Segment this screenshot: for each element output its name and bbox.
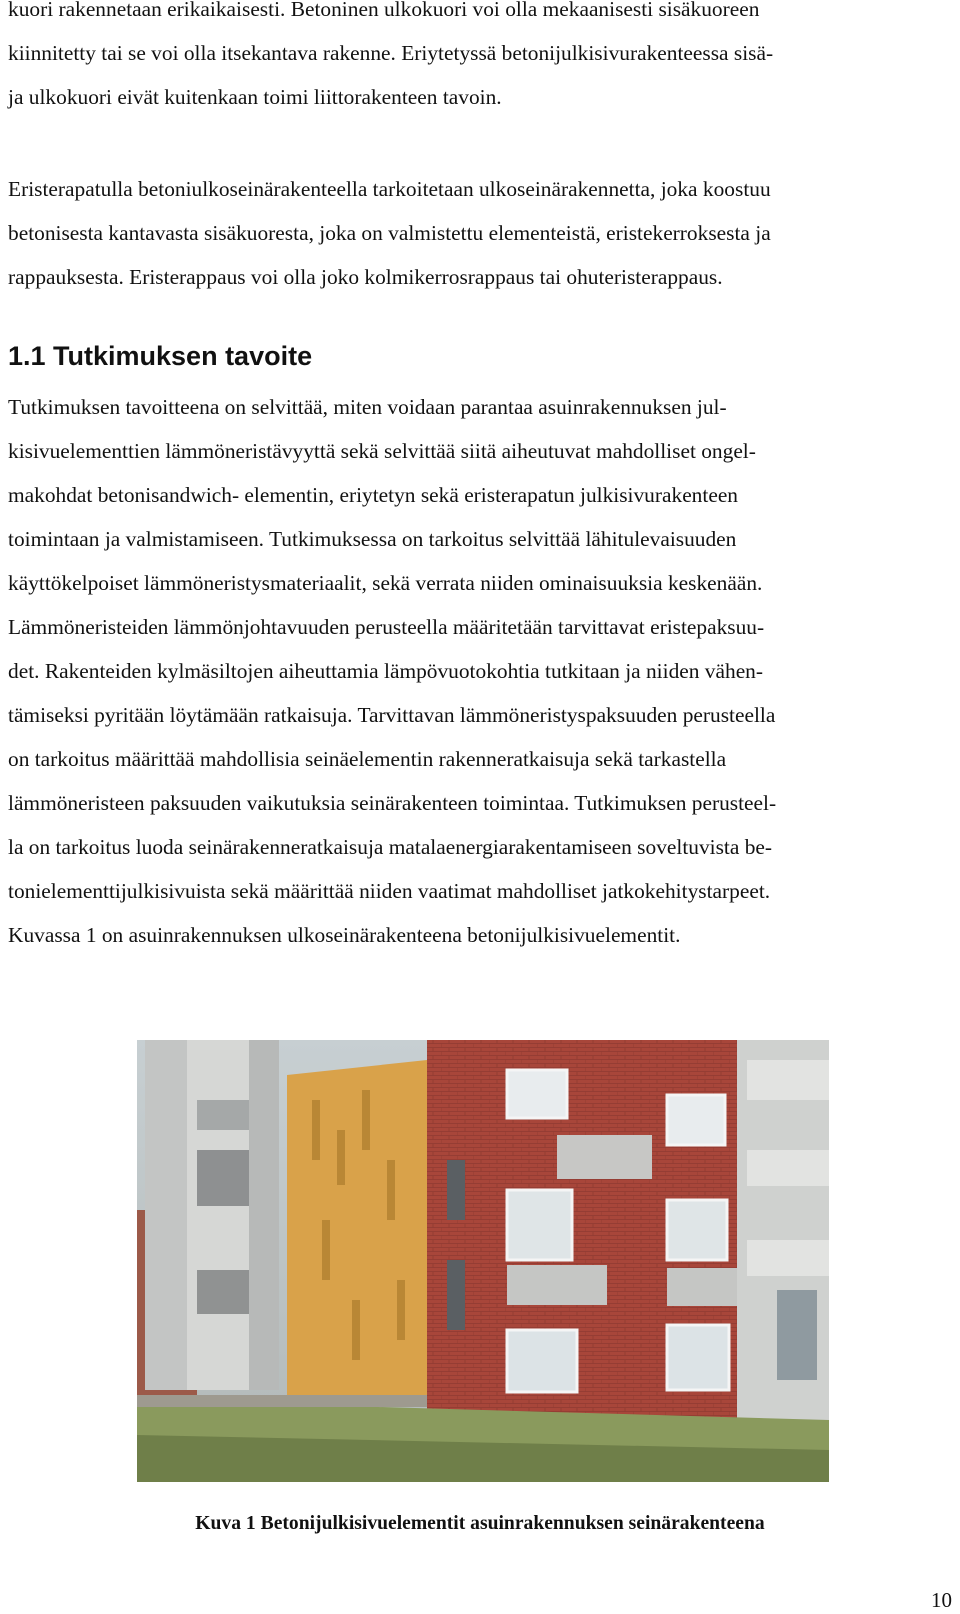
figure-caption: Kuva 1 Betonijulkisivuelementit asuinrakennuksen seinärakenteena xyxy=(195,1513,765,1534)
paragraph-3-line-7: det. Rakenteiden kylmäsiltojen aiheuttamia lämpövuotokohtia tutkitaan ja niiden vähen- xyxy=(8,659,764,683)
paragraph-3-line-2: kisivuelementtien lämmöneristävyyttä sekä selvittää siitä aiheutuvat mahdolliset ongel- xyxy=(8,439,756,463)
page-number: 10 xyxy=(931,1588,952,1612)
paragraph-3-line-9: on tarkoitus määrittää mahdollisia seinäelementin rakenneratkaisuja sekä tarkastella xyxy=(8,747,727,771)
paragraph-3-line-11: la on tarkoitus luoda seinärakenneratkaisuja matalaenergiarakentamiseen soveltuvista be- xyxy=(8,835,773,859)
paragraph-2-line-2: betonisesta kantavasta sisäkuoresta, joka on valmistettu elementeistä, eristekerroksesta ja xyxy=(8,221,771,245)
paragraph-3-line-12: tonielementtijulkisivuista sekä määrittää niiden vaatimat mahdolliset jatkokehitystarpeet. xyxy=(8,879,771,903)
paragraph-2-line-1: Eristerapatulla betoniulkoseinärakenteella tarkoitetaan ulkoseinärakennetta, joka koostuu xyxy=(8,177,771,201)
paragraph-3-line-3: makohdat betonisandwich- elementin, eriytetyn sekä eristerapatun julkisivurakenteen xyxy=(8,483,739,507)
paragraph-3-line-5: käyttökelpoiset lämmöneristysmateriaalit, sekä verrata niiden ominaisuuksia keskenään. xyxy=(8,571,763,595)
intro-line-1: kuori rakennetaan erikaikaisesti. Betoninen ulkokuori voi olla mekaanisesti sisäkuoreen xyxy=(8,0,760,21)
paragraph-3-line-10: lämmöneristeen paksuuden vaikutuksia seinärakenteen toimintaa. Tutkimuksen perusteel- xyxy=(8,791,777,815)
paragraph-3-line-8: tämiseksi pyritään löytämään ratkaisuja. Tarvittavan lämmöneristyspaksuuden perusteella xyxy=(8,703,776,727)
paragraph-3-line-13: Kuvassa 1 on asuinrakennuksen ulkoseinärakenteena betonijulkisivuelementit. xyxy=(8,923,681,947)
paragraph-2-line-3: rappauksesta. Eristerappaus voi olla joko kolmikerrosrappaus tai ohuteristerappaus. xyxy=(8,265,723,289)
building-photo xyxy=(137,1040,829,1482)
paragraph-3-line-1: Tutkimuksen tavoitteena on selvittää, miten voidaan parantaa asuinrakennuksen jul- xyxy=(8,395,727,419)
intro-line-3: ja ulkokuori eivät kuitenkaan toimi liittorakenteen tavoin. xyxy=(8,85,502,109)
paragraph-3-line-6: Lämmöneristeiden lämmönjohtavuuden perusteella määritetään tarvittavat eristepaksuu- xyxy=(8,615,765,639)
section-heading: 1.1 Tutkimuksen tavoite xyxy=(8,341,313,371)
intro-line-2: kiinnitetty tai se voi olla itsekantava rakenne. Eriytetyssä betonijulkisivurakenteessa sisä- xyxy=(8,41,774,65)
paragraph-3-line-4: toimintaan ja valmistamiseen. Tutkimuksessa on tarkoitus selvittää lähitulevaisuuden xyxy=(8,527,737,551)
